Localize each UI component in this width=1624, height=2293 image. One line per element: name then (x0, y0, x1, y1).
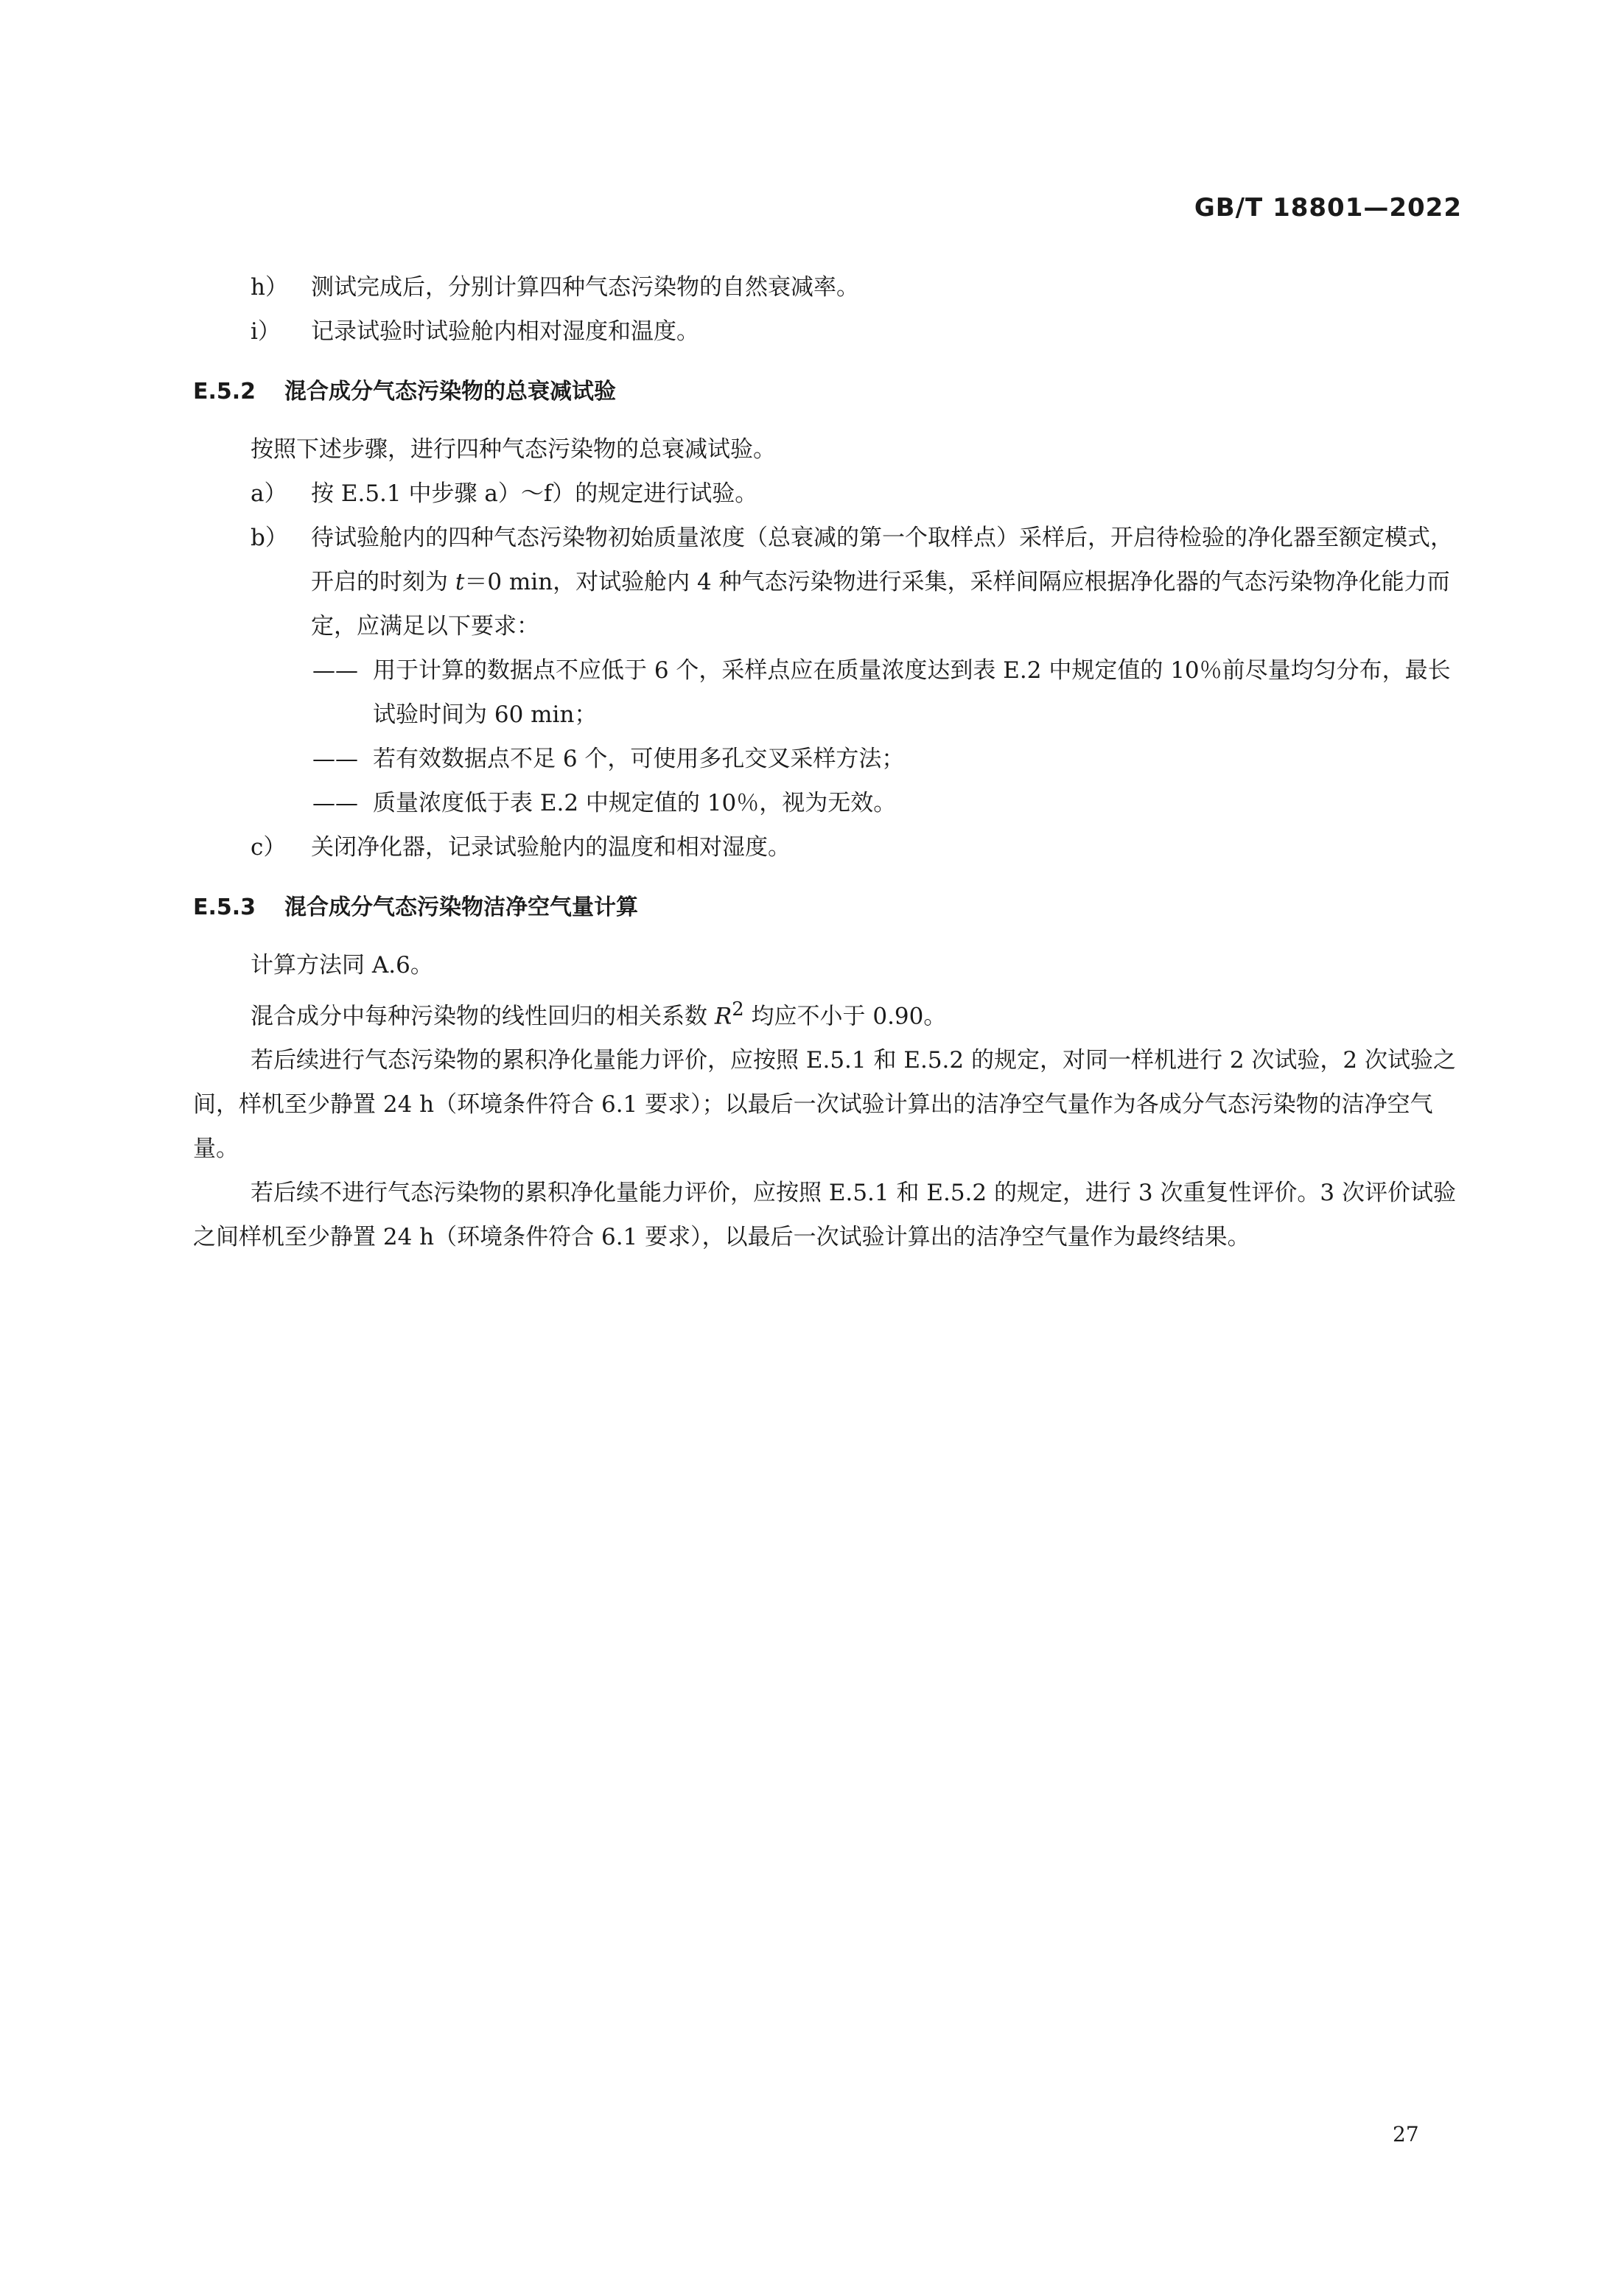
text-segment: 均应不小于 0.90。 (743, 1003, 947, 1030)
list-item-text: 记录试验时试验舱内相对湿度和温度。 (311, 318, 699, 345)
text-segment: 混合成分中每种污染物的线性回归的相关系数 (251, 1003, 715, 1030)
section-title: 混合成分气态污染物的总衰减试验 (284, 379, 616, 405)
section-number: E.5.2 (193, 379, 256, 405)
paragraph: 计算方法同 A.6。 (251, 952, 433, 979)
superscript: 2 (732, 998, 744, 1021)
dash-item (193, 648, 1460, 737)
list-item-text: 测试完成后，分别计算四种气态污染物的自然衰减率。 (311, 274, 859, 301)
text-segment: ＝0 min，对试验舱内 4 种气态污染物进行采集，采样间隔应根据净化器的气态污染物净化能力而定，应满足以下要求： (311, 569, 1450, 640)
list-marker: c） (251, 834, 287, 861)
variable-r: R (714, 1003, 732, 1030)
list-item-h (193, 265, 1460, 309)
dash-item (193, 737, 1460, 781)
paragraph: 若后续进行气态污染物的累积净化量能力评价，应按照 E.5.1 和 E.5.2 的规定，对同一样机进行 2 次试验，2 次试验之间，样机至少静置 24 h（环境条件符合 6.1 要求）；以最后一次试验计算出的洁净空气量作为各成分气态污染物的洁净空气量。 (193, 1047, 1456, 1163)
list-marker: a） (251, 480, 287, 507)
list-item-b (193, 516, 1460, 648)
dash-marker: —— (312, 746, 358, 772)
paragraph: 若后续不进行气态污染物的累积净化量能力评价，应按照 E.5.1 和 E.5.2 的规定，进行 3 次重复性评价。3 次评价试验之间样机至少静置 24 h（环境条件符合 6.1 要求），以最后一次试验计算出的洁净空气量作为最终结果。 (193, 1180, 1456, 1251)
page-number: 27 (1393, 2122, 1419, 2146)
section-intro: 按照下述步骤，进行四种气态污染物的总衰减试验。 (251, 436, 776, 463)
section-heading-e52 (193, 370, 1460, 414)
section-heading-e53 (193, 886, 1460, 930)
page-content (193, 265, 1460, 1259)
list-item-text: 关闭净化器，记录试验舱内的温度和相对湿度。 (311, 834, 791, 861)
variable-t: t (455, 569, 465, 595)
list-marker: i） (251, 318, 281, 345)
list-marker: h） (251, 274, 288, 301)
dash-marker: —— (312, 657, 358, 684)
list-item-i (193, 309, 1460, 354)
list-marker: b） (251, 525, 288, 551)
dash-item-text: 用于计算的数据点不应低于 6 个，采样点应在质量浓度达到表 E.2 中规定值的 10％前尽量均匀分布，最长试验时间为 60 min； (373, 657, 1451, 728)
list-item-c (193, 825, 1460, 869)
text-segment: 待试验舱内的四种气态污染物初始质量浓度（总衰减的第一个取样点）采样后，开启待检验的净化器至额定模式，开启的时刻为 (311, 525, 1453, 595)
paragraph (193, 987, 1460, 1038)
list-item-text (311, 516, 1460, 648)
section-number: E.5.3 (193, 895, 256, 920)
dash-item-text: 若有效数据点不足 6 个，可使用多孔交叉采样方法； (373, 746, 905, 772)
dash-marker: —— (312, 790, 358, 816)
section-title: 混合成分气态污染物洁净空气量计算 (284, 895, 638, 920)
list-item-text: 按 E.5.1 中步骤 a）～f）的规定进行试验。 (311, 480, 758, 507)
dash-item-text: 质量浓度低于表 E.2 中规定值的 10％，视为无效。 (373, 790, 897, 816)
standard-number: GB/T 18801—2022 (1194, 193, 1462, 223)
list-item-a (193, 472, 1460, 516)
dash-item (193, 781, 1460, 825)
